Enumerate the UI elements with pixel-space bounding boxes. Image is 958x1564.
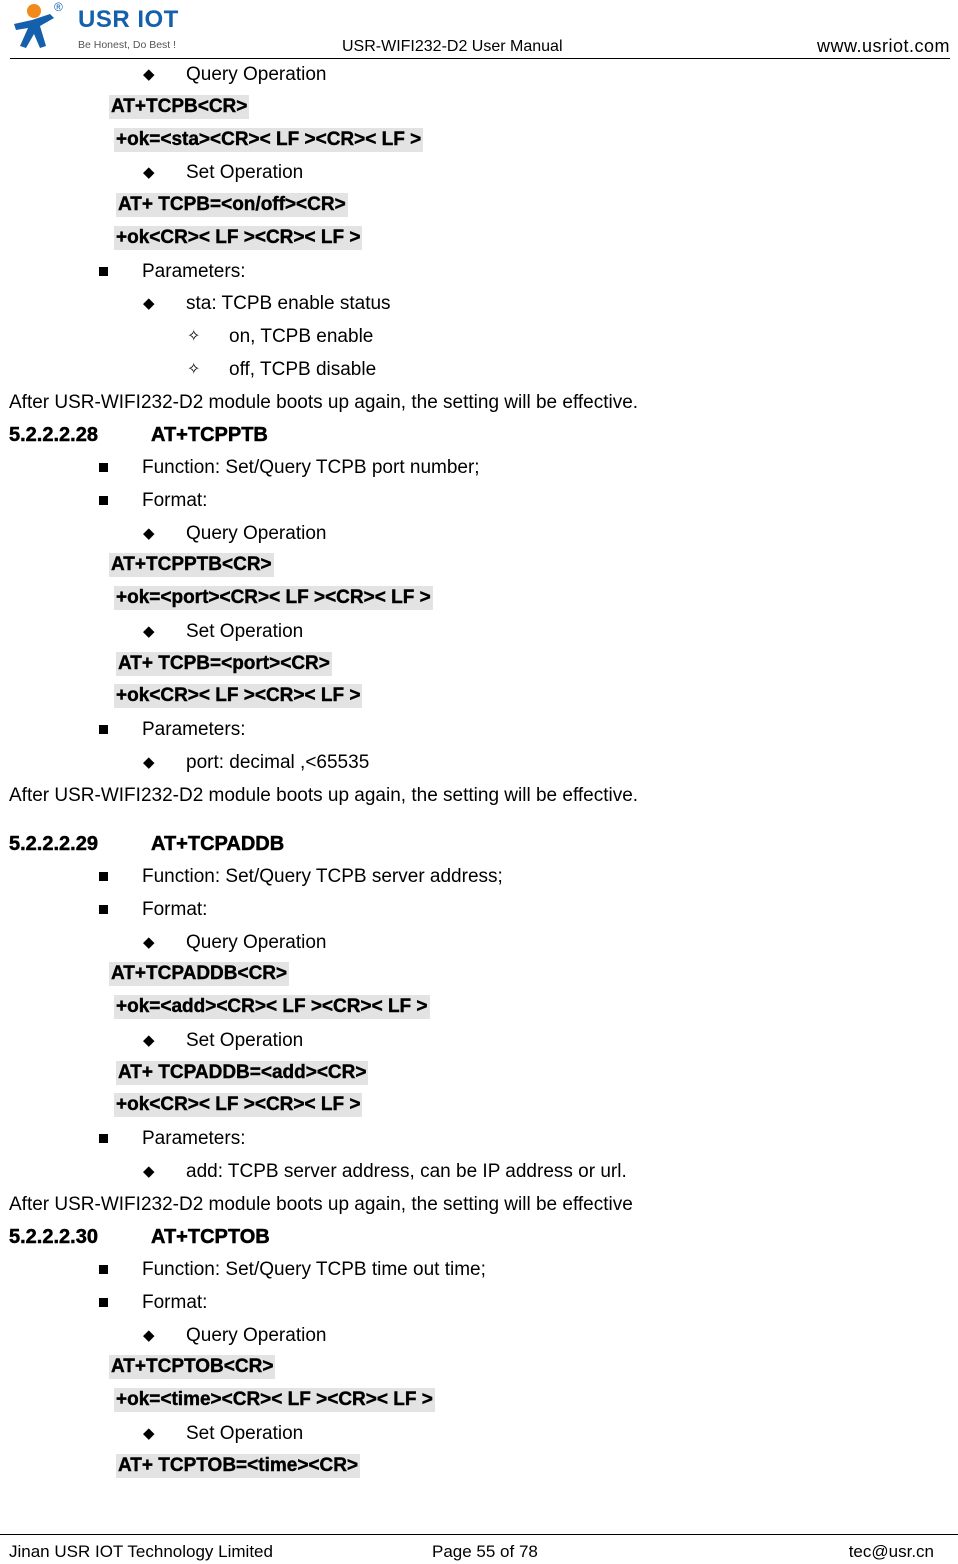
section-number: 5.2.2.2.30 — [9, 1226, 98, 1249]
bullet-item: Format: — [142, 1290, 207, 1316]
section-title: AT+TCPPTB — [151, 424, 268, 447]
at-response: +ok=<port><CR>< LF ><CR>< LF > — [116, 587, 431, 608]
logo-registered-mark: ® — [54, 0, 63, 14]
at-response: +ok=<add><CR>< LF ><CR>< LF > — [116, 996, 428, 1017]
at-response: +ok=<time><CR>< LF ><CR>< LF > — [116, 1389, 433, 1410]
section-heading — [9, 422, 268, 448]
sub-bullet-item: ◆ Query Operation — [186, 1323, 326, 1349]
footer-page-number: Page 55 of 78 — [432, 1542, 538, 1561]
section-title: AT+TCPTOB — [151, 1226, 270, 1249]
option-item: ✧ off, TCPB disable — [229, 357, 376, 383]
footer-company: Jinan USR IOT Technology Limited — [9, 1542, 273, 1561]
sub-bullet-item: ◆ Query Operation — [186, 930, 326, 956]
sub-bullet-item: ◆ Set Operation — [186, 1028, 303, 1054]
section-number: 5.2.2.2.28 — [9, 424, 98, 447]
bullet-item: Function: Set/Query TCPB time out time; — [142, 1257, 486, 1283]
page-header — [0, 0, 958, 60]
bullet-item: Parameters: — [142, 1126, 245, 1152]
header-divider — [10, 58, 950, 59]
logo-wordmark: USR IOT — [78, 6, 179, 33]
section-heading — [9, 1224, 270, 1250]
footer-email[interactable]: tec@usr.cn — [848, 1542, 934, 1561]
bullet-item: Parameters: — [142, 259, 245, 285]
body-paragraph: After USR-WIFI232-D2 module boots up again, the setting will be effective. — [9, 391, 639, 413]
sub-bullet-item: ◆ Set Operation — [186, 160, 303, 186]
document-title: USR-WIFI232-D2 User Manual — [342, 38, 563, 55]
at-command: AT+ TCPADDB=<add><CR> — [118, 1061, 367, 1083]
section-title: AT+TCPADDB — [151, 833, 285, 856]
website-link[interactable]: www.usriot.com — [816, 36, 950, 56]
sub-bullet-item: ◆ sta: TCPB enable status — [186, 291, 391, 317]
at-response: +ok<CR>< LF ><CR>< LF > — [116, 226, 361, 248]
at-response: +ok<CR>< LF ><CR>< LF > — [116, 1094, 361, 1116]
option-item: ✧ on, TCPB enable — [229, 324, 373, 350]
at-command: AT+ TCPTOB=<time><CR> — [118, 1454, 359, 1476]
bullet-item: Format: — [142, 897, 207, 923]
section-heading — [9, 831, 284, 857]
bullet-item: Function: Set/Query TCPB port number; — [142, 455, 480, 481]
bullet-item: Format: — [142, 488, 207, 514]
at-command: AT+TCPADDB<CR> — [111, 963, 288, 985]
at-command: AT+TCPPTB<CR> — [111, 554, 272, 576]
body-paragraph: After USR-WIFI232-D2 module boots up again, the setting will be effective — [9, 1193, 633, 1215]
usr-iot-logo — [10, 2, 185, 56]
at-command: AT+ TCPB=<on/off><CR> — [118, 194, 346, 215]
bullet-item: Parameters: — [142, 717, 245, 743]
at-response: +ok=<sta><CR>< LF ><CR>< LF > — [116, 128, 422, 150]
at-command: AT+ TCPB=<port><CR> — [118, 652, 330, 674]
sub-bullet-item: ◆ port: decimal ,<65535 — [186, 750, 369, 776]
footer-divider — [0, 1534, 958, 1535]
sub-bullet-item: ◆ add: TCPB server address, can be IP address or url. — [186, 1159, 627, 1185]
at-command: AT+TCPB<CR> — [111, 95, 248, 117]
at-command: AT+TCPTOB<CR> — [111, 1356, 274, 1378]
body-paragraph: After USR-WIFI232-D2 module boots up again, the setting will be effective. — [9, 784, 639, 806]
sub-bullet-item: ◆ Set Operation — [186, 1421, 303, 1447]
section-number: 5.2.2.2.29 — [9, 833, 98, 856]
logo-tagline: Be Honest, Do Best ! — [78, 39, 177, 51]
sub-bullet-item: ◆ Query Operation — [186, 62, 326, 88]
sub-bullet-item: ◆ Query Operation — [186, 521, 326, 547]
bullet-item: Function: Set/Query TCPB server address; — [142, 864, 503, 890]
at-response: +ok<CR>< LF ><CR>< LF > — [116, 685, 361, 707]
sub-bullet-item: ◆ Set Operation — [186, 619, 303, 645]
